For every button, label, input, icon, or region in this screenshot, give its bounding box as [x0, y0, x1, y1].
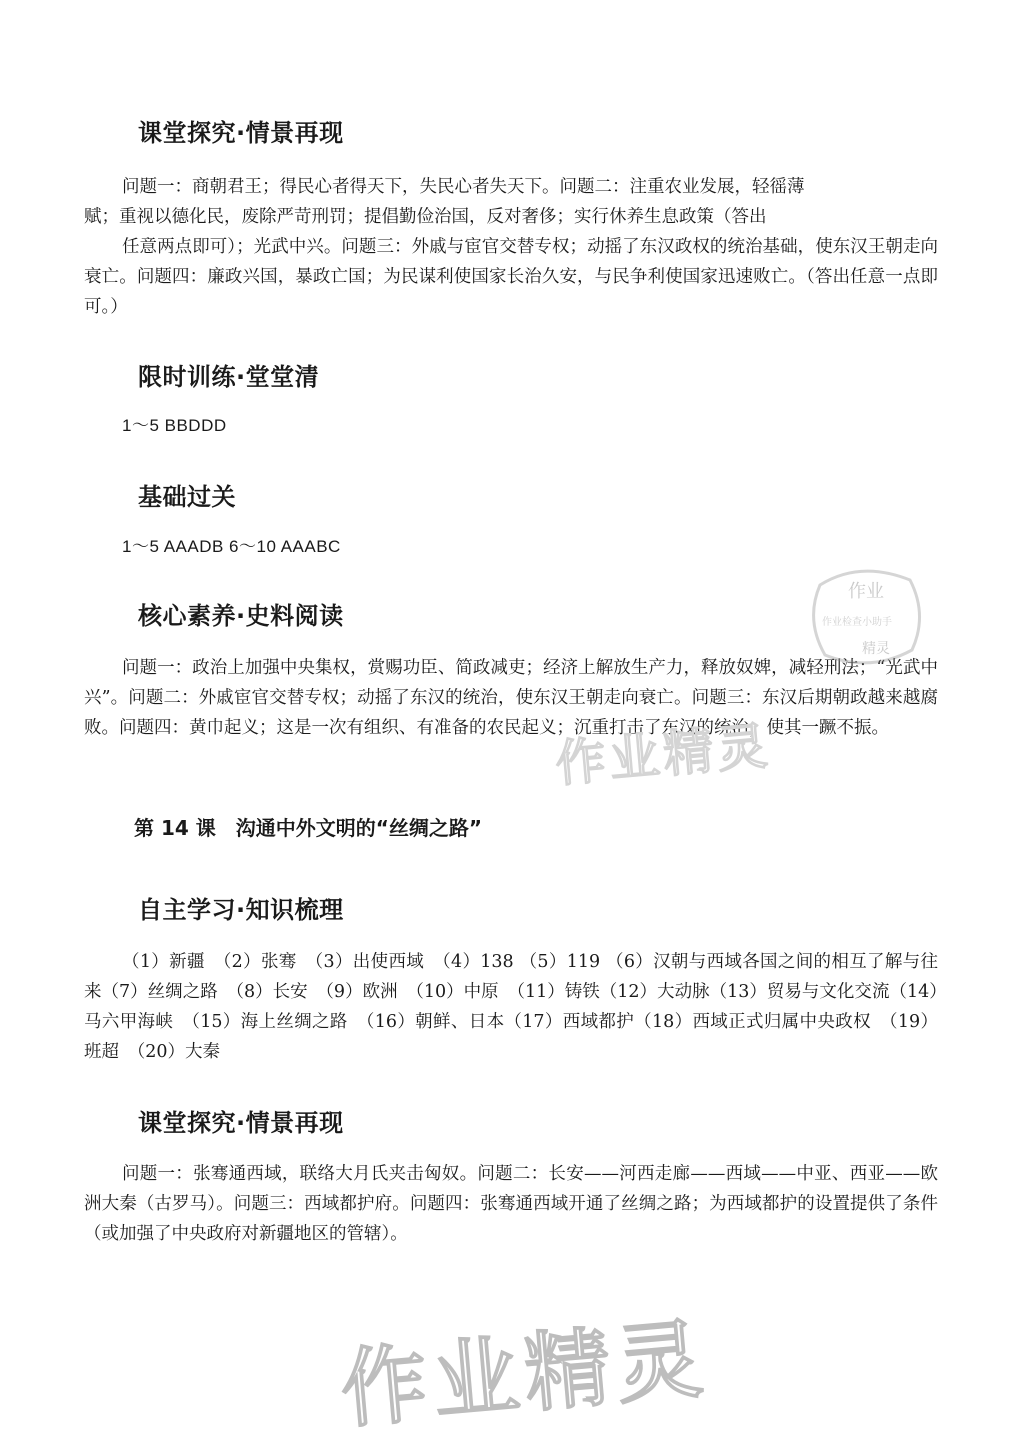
section-heading-timed-practice: 限时训练·堂堂清 [138, 363, 320, 391]
section-heading-classroom-inquiry: 课堂探究·情景再现 [138, 119, 344, 147]
paragraph-knowledge-list: （1）新疆 （2）张骞 （3）出使西域 （4）138 （5）119 （6）汉朝与西域各国之间的相互了解与往来（7）丝绸之路 （8）长安 （9）欧洲 （10）中原 （11）铸铁（12）大动脉（13）贸易与文化交流（14）马六甲海峡 （15）海上丝绸之路 （16）朝鲜、日本（17）西域都护（18）西域正式归属中央政权 （19）班超 （20）大秦 [84, 952, 938, 1062]
answer-key-basic: 1～5 AAADB 6～10 AAABC [122, 537, 341, 556]
answer-key-timed: 1～5 BBDDD [122, 416, 227, 435]
watermark-mid: 作业精灵 [553, 715, 774, 794]
watermark-stamp-mid: 作业检查小助手 [822, 617, 892, 628]
watermark-stamp-top: 作业 [848, 581, 884, 602]
section-heading-classroom-inquiry-2: 课堂探究·情景再现 [138, 1109, 344, 1137]
paragraph-answer-line1: 问题一：商朝君王；得民心者得天下，失民心者失天下。问题二：注重农业发展，轻徭薄 [122, 177, 805, 197]
section-heading-core-literacy: 核心素养·史料阅读 [138, 602, 344, 630]
paragraph-core-literacy: 问题一：政治上加强中央集权，赏赐功臣、简政减吏；经济上解放生产力，释放奴婢，减轻刑法；“光武中兴”。问题二：外戚宦官交替专权；动摇了东汉的统治，使东汉王朝走向衰亡。问题三：东汉后期朝政越来越腐败。问题四：黄巾起义；这是一次有组织、有准备的农民起义；沉重打击了东汉的统治，使其一蹶不振。 [84, 658, 938, 738]
section-heading-self-study: 自主学习·知识梳理 [138, 896, 344, 924]
lesson-title: 第 14 课 沟通中外文明的“丝绸之路” [134, 816, 483, 840]
watermark-bottom: 作业精灵 [336, 1308, 713, 1441]
paragraph-answer-cont: 任意两点即可）；光武中兴。问题三：外戚与宦官交替专权；动摇了东汉政权的统治基础，使东汉王朝走向衰亡。问题四：廉政兴国，暴政亡国；为民谋利使国家长治久安，与民争利使国家迅速败亡。（答出任意一点即可。） [84, 237, 938, 317]
section-heading-basic: 基础过关 [138, 483, 236, 511]
watermark-stamp-bottom: 精灵 [862, 641, 890, 657]
watermark-stamp-icon [800, 555, 930, 675]
paragraph-answer-line2: 赋；重视以德化民，废除严苛刑罚；提倡勤俭治国，反对奢侈；实行休养生息政策（答出 [84, 207, 767, 227]
paragraph-silk-road: 问题一：张骞通西域，联络大月氏夹击匈奴。问题二：长安——河西走廊——西域——中亚、西亚——欧洲大秦（古罗马）。问题三：西域都护府。问题四：张骞通西域开通了丝绸之路；为西域都护的设置提供了条件（或加强了中央政府对新疆地区的管辖）。 [84, 1164, 938, 1244]
